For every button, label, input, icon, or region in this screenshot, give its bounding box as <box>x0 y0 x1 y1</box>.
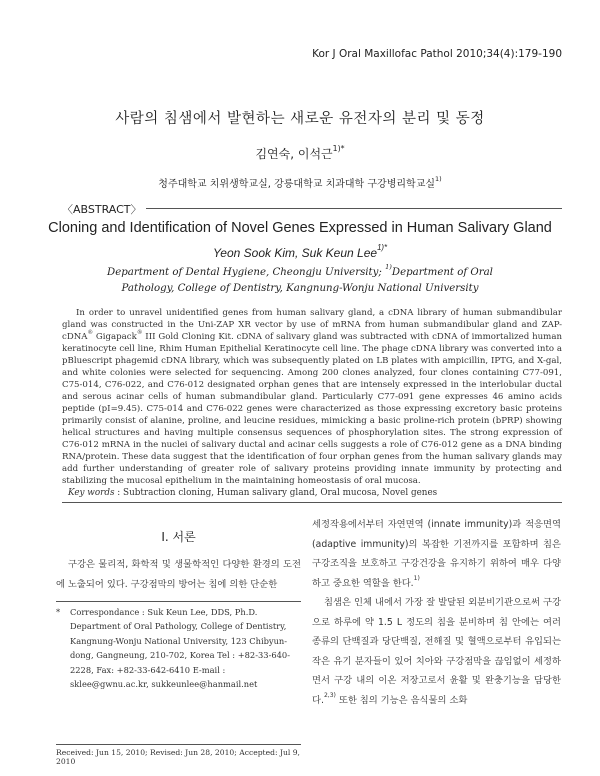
english-affiliation-a: Department of Dental Hygiene, Cheongju University; <box>107 267 382 278</box>
abstract-label: 〈ABSTRACT〉 <box>62 201 146 217</box>
received-dates: Received: Jun 15, 2010; Revised: Jun 28, 2010; Accepted: Jul 9, 2010 <box>56 744 301 766</box>
keywords <box>68 488 437 498</box>
intro-paragraph-left: 구강은 물리적, 화학적 및 생물학적인 다양한 환경의 도전에 노출되어 있다. 구강점막의 방어는 침에 의한 단순한 <box>56 559 301 590</box>
korean-affiliation-text: 청주대학교 치위생학교실, 강릉대학교 치과대학 구강병리학교실 <box>158 179 436 190</box>
abstract-bottom-rule <box>62 502 562 503</box>
korean-affiliation-sup: 1) <box>435 175 442 184</box>
english-title: Cloning and Identification of Novel Genes Expressed in Human Salivary Gland <box>48 220 552 236</box>
intro-paragraph-right-2 <box>312 593 561 710</box>
keywords-text: : Subtraction cloning, Human salivary gland, Oral mucosa, Novel genes <box>114 488 438 498</box>
abstract-text-1: In order to unravel unidentified genes from human salivary gland, a cDNA library of human submandibular gland was constructed in the Uni-ZAP XR vector by use of mRNA from human submandibular gland and ZAP-cDNA <box>62 308 562 342</box>
english-affiliation-sup: 1) <box>385 263 392 272</box>
abstract-sup-2: ® <box>136 330 143 337</box>
correspondence-footnote <box>56 605 301 691</box>
intro-right-1-text: 세정작용에서부터 자연면역 (innate immunity)과 적응면역 (adaptive immunity)의 복잡한 기전까지를 포함하며 침은 구강조직을 보호하고 구강건강을 유지하기 위하여 매우 다양하고 중요한 역할을 한다. <box>312 519 561 589</box>
intro-right-2-text: 침샘은 인체 내에서 가장 잘 발달된 외분비기관으로써 구강으로 하루에 약 1.5 L 정도의 침을 분비하며 침 안에는 여러 종류의 단백질과 당단백질, 전해질 및 혈액으로부터 유입되는 작은 유기 분자들이 있어 치아와 구강점막을 끊임없이 세정하면서 구강 내의 이온 저장고로서 윤활 및 완충기능을 담당한다. <box>312 597 561 706</box>
right-column <box>312 515 561 710</box>
journal-citation: Kor J Oral Maxillofac Pathol 2010;34(4):179-190 <box>312 48 562 60</box>
footnote-mark: * <box>56 607 61 617</box>
intro-right-2-sup: 2,3) <box>323 692 336 700</box>
intro-paragraph-right-1 <box>312 515 561 593</box>
abstract-text-2: Gigapack <box>93 332 137 342</box>
abstract-sup-1: ® <box>87 330 94 337</box>
english-affiliation <box>80 265 520 297</box>
intro-right-2-tail: 또한 침의 기능은 음식물의 소화 <box>335 694 468 706</box>
footnote-text: Correspondance : Suk Keun Lee, DDS, Ph.D. Department of Oral Pathology, College of Dentistry, Kangnung-Wonju National University, 123 Chibyun-dong, Gangneung, 210-702, Korea Tel : +82-33-640-2228, Fax: +82-33-642-6410 E-mail : sklee@gwnu.ac.kr, sukkeunlee@hanmail.net <box>70 607 291 690</box>
english-authors-sup: 1)* <box>377 243 388 253</box>
english-authors-names: Yeon Sook Kim, Suk Keun Lee <box>212 246 378 260</box>
korean-authors-sup: 1)* <box>332 144 345 154</box>
keywords-label: Key words <box>68 488 115 498</box>
abstract-text-3: III Gold Cloning Kit. cDNA of salivary gland was subtracted with cDNA of immortalized human keratinocyte cell line, Rhim Human Epithelial Keratinocyte cell line. The phage cDNA library was converted into a pBluescript phagemid cDNA library, which was subsequently plated on LB plates with ampicillin, IPTG, and X-gal, and white colonies were selected for sequencing. Among 200 clones analyzed, four clones containing C77-091, C75-014, C76-022, and C76-012 designated orphan genes that are intensely expressed in the interlobular ductal and serous acinar cells of human submandibular gland. Particularly C77-091 gene expresses 46 amino acids peptide (pI=9.45). C75-014 and C76-022 genes were characterized as those expressing excretory basic proteins primarily consist of alanine, proline, and leucine residues, mimicking a basic proline-rich protein (bPRP) showing helical structures and having multiple consensus sequences of phosphorylation sites. The strong expression of C76-012 mRNA in the nuclei of salivary ductal and acinar cells suggests a role of C76-012 gene as a DNA binding RNA/protein. These data suggest that the identification of four orphan genes from the human salivary glands may add further understanding of greater role of salivary proteins providing innate immunity by protecting and stabilizing the mucosal epithelium in the maintaining homeostasis of oral mucosa. <box>62 332 562 486</box>
english-affiliation-b: Department of Oral Pathology, College of Dentistry, Kangnung-Wonju National University <box>121 267 493 294</box>
abstract-body <box>62 307 562 487</box>
korean-authors-names: 김연숙, 이석근 <box>255 147 333 161</box>
korean-affiliation <box>0 175 600 190</box>
section-heading-introduction: I. 서론 <box>161 530 196 544</box>
intro-right-1-sup: 1) <box>413 575 420 583</box>
left-column <box>56 515 301 594</box>
english-authors <box>0 243 600 260</box>
korean-title: 사람의 침샘에서 발현하는 새로운 유전자의 분리 및 동정 <box>115 111 485 127</box>
footnote-rule <box>56 601 301 602</box>
korean-authors <box>0 145 600 162</box>
